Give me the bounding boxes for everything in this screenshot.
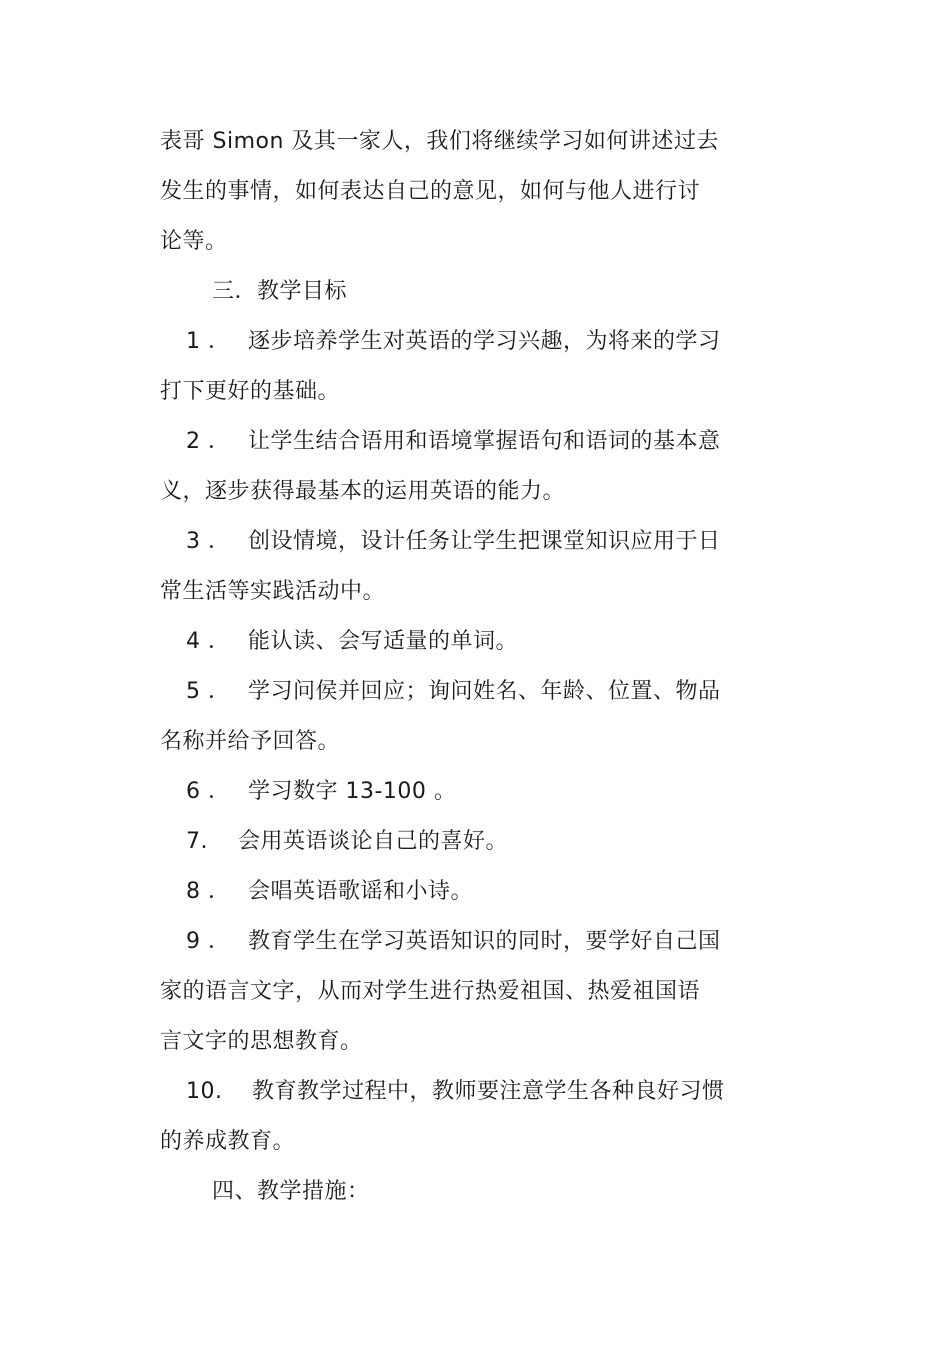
list-item: [186, 827, 508, 857]
item-number: 10.: [186, 1079, 223, 1104]
item-continuation: 家的语言文字，从而对学生进行热爱祖国、热爱祖国语: [160, 979, 701, 1004]
item-text: 让学生结合语用和语境掌握语句和语词的基本意: [248, 429, 721, 454]
intro-line-1: 表哥 Simon 及其一家人，我们将继续学习如何讲述过去: [160, 129, 719, 154]
item-text: 会唱英语歌谣和小诗。: [248, 879, 474, 904]
item-continuation: 打下更好的基础。: [160, 379, 341, 404]
item-number: 8 ．: [186, 879, 231, 904]
item-continuation: 常生活等实践活动中。: [160, 579, 386, 604]
item-number: 6 ．: [186, 779, 231, 804]
item-text: 教育教学过程中，教师要注意学生各种良好习惯: [252, 1079, 725, 1104]
item-number: 5 ．: [186, 679, 231, 704]
list-item: [186, 777, 456, 807]
item-text: 能认读、会写适量的单词。: [248, 629, 519, 654]
list-item: [186, 677, 721, 707]
intro-line-3: 论等。: [160, 229, 228, 254]
section-heading-goals: 三．教学目标: [212, 279, 348, 304]
item-text: 学习问侯并回应；询问姓名、年龄、位置、物品: [248, 679, 721, 704]
item-text: 学习数字 13-100 。: [248, 779, 457, 804]
item-number: 1 ．: [186, 329, 231, 354]
intro-line-2: 发生的事情，如何表达自己的意见，如何与他人进行讨: [160, 179, 701, 204]
list-item: [186, 1077, 725, 1107]
item-number: 7.: [186, 829, 208, 854]
item-number: 4 ．: [186, 629, 231, 654]
item-number: 9 ．: [186, 929, 231, 954]
item-continuation: 言文字的思想教育。: [160, 1029, 363, 1054]
list-item: [186, 427, 721, 457]
item-continuation: 的养成教育。: [160, 1129, 296, 1154]
section-heading-measures: 四、教学措施：: [212, 1179, 370, 1204]
item-continuation: 名称并给予回答。: [160, 729, 341, 754]
item-number: 2 ．: [186, 429, 231, 454]
item-text: 创设情境，设计任务让学生把课堂知识应用于日: [248, 529, 721, 554]
list-item: [186, 927, 721, 957]
list-item: [186, 527, 721, 557]
item-text: 逐步培养学生对英语的学习兴趣，为将来的学习: [248, 329, 721, 354]
list-item: [186, 327, 721, 357]
list-item: [186, 877, 473, 907]
item-text: 教育学生在学习英语知识的同时，要学好自己国: [248, 929, 721, 954]
item-number: 3 ．: [186, 529, 231, 554]
item-continuation: 义，逐步获得最基本的运用英语的能力。: [160, 479, 566, 504]
item-text: 会用英语谈论自己的喜好。: [238, 829, 509, 854]
list-item: [186, 627, 518, 657]
